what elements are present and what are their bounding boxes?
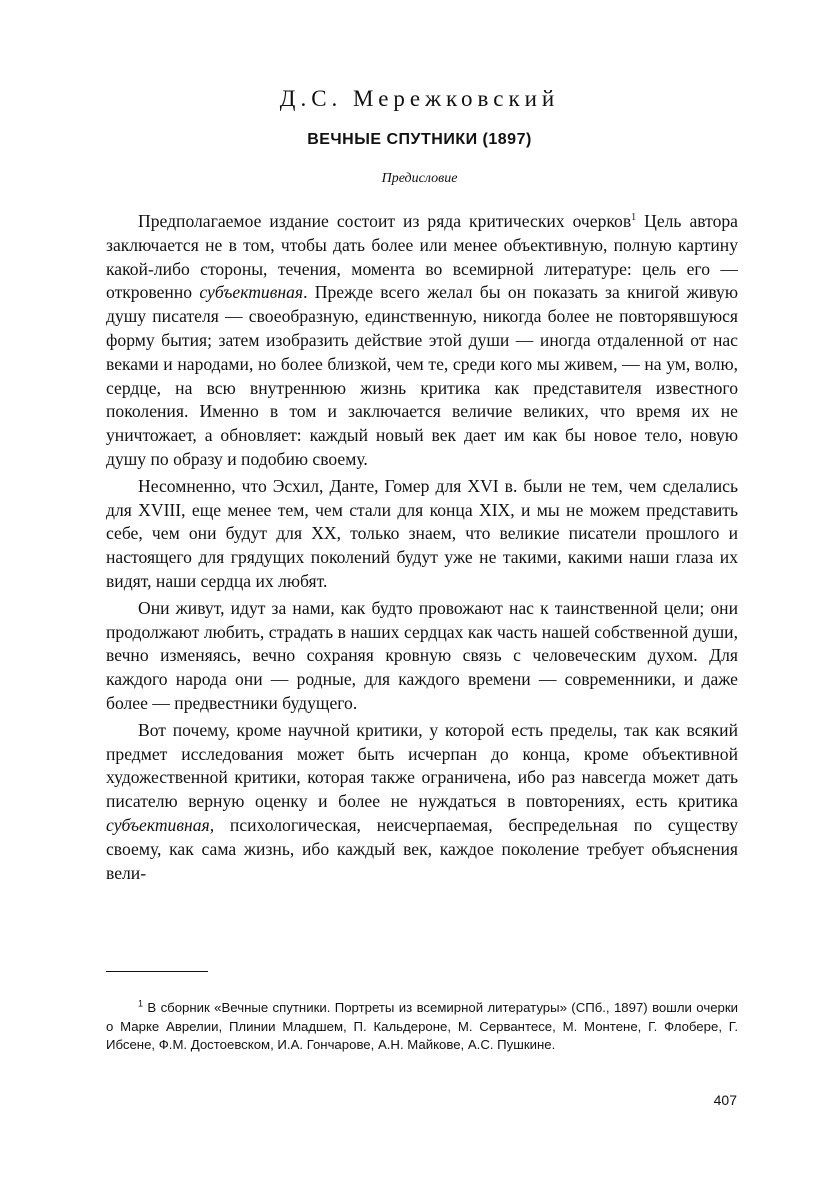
paragraph-4-emphasis: субъективная,: [106, 814, 215, 835]
author-name: Д.С. Мережковский: [279, 86, 560, 111]
footnote-marker: 1: [138, 998, 144, 1009]
paragraph-4-end: психологическая, неисчерпаемая, беспредельная по существу своему, как сама жизнь, ибо каждый век, каждое поколение требует объяснения вели-: [106, 814, 738, 883]
paragraph-1-middle: Цель автора заключается не в том, чтобы дать более или менее объективную, полную картину какой-либо стороны, течения, момента во всемирной литературе: цель его — откровенно: [106, 211, 738, 303]
paragraph-2: Несомненно, что Эсхил, Данте, Гомер для XVI в. были не тем, чем сделались для XVIII, еще менее тем, чем стали для конца XIX, и мы не можем представить себе, чем они будут для XX, только знаем, что великие писатели прошлого и настоящего для грядущих поколений будут уже не такими, какими наши глаза их видят, наши сердца их любят.: [106, 475, 738, 591]
paragraph-1-start: Предполагаемое издание состоит из ряда критических очерков: [138, 211, 632, 231]
paragraph-3: Они живут, идут за нами, как будто провожают нас к таинственной цели; они продолжают любить, страдать в наших сердцах как часть нашей собственной души, вечно изменяясь, вечно сохраняя кровную связь с человеческим духом. Для каждого народа они — родные, для каждого времени — современники, и даже более — предвестники будущего.: [106, 597, 738, 713]
paragraph-1: [106, 210, 738, 472]
paragraph-4-start: Вот почему, кроме научной критики, у которой есть пределы, так как всякий предмет исследования может быть исчерпан до конца, кроме объективной художественной критики, которая также ограничена, ибо раз навсегда может дать писателю верную оценку и более не нуждаться в повторениях, есть критика: [106, 719, 738, 812]
footnote: [106, 999, 738, 1055]
footnote-text: В сборник «Вечные спутники. Портреты из всемирной литературы» (СПб., 1897) вошли очерки о Марке Аврелии, Плинии Младшем, П. Кальдероне, М. Сервантесе, М. Монтене, Г. Флобере, Г. Ибсене, Ф.М. Достоевском, И.А. Гончарове, А.Н. Майкове, А.С. Пушкине.: [106, 1000, 738, 1053]
work-title: ВЕЧНЫЕ СПУТНИКИ (1897): [307, 131, 532, 148]
main-text: [106, 210, 738, 888]
page-number: 407: [713, 1092, 737, 1108]
paragraph-1-end: . Прежде всего желал бы он показать за книгой живую душу писателя — своеобразную, единственную, никогда более не повторявшуюся форму бытия; затем изобразить действие этой души — иногда отдаленной от нас веками и народами, но более близкой, чем те, среди кого мы живем, — на ум, волю, сердце, на всю внутреннюю жизнь критика как представителя известного поколения. Именно в том и заключается величие великих, что время их не уничтожает, а обновляет: каждый новый век дает им как бы новое тело, новую душу по образу и подобию своему.: [106, 282, 739, 469]
footnote-reference: 1: [631, 212, 637, 224]
paragraph-1-emphasis: субъективная: [199, 282, 304, 303]
footnote-divider: [106, 971, 208, 972]
section-subtitle: Предисловие: [381, 171, 458, 186]
paragraph-4: [106, 719, 738, 886]
